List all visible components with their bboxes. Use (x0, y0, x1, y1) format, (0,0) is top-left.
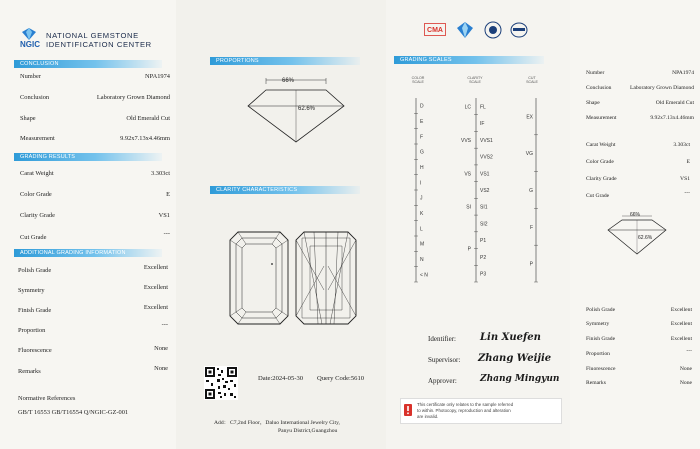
clarity-group-label: VVS (460, 137, 471, 144)
color-scale-grade: D (420, 103, 424, 110)
depth-percent: 62.6% (298, 106, 316, 112)
grading-value: E (166, 191, 170, 198)
cut-scale-grade: P (529, 261, 533, 268)
org-name-line2: IDENTIFICATION CENTER (46, 40, 152, 49)
cut-scale-grade: F (529, 224, 533, 231)
identifier-label: Identifier: (428, 335, 456, 343)
summary-label: Conclusion (586, 85, 612, 91)
section-conclusion: CONCLUSION (14, 60, 162, 68)
clarity-scale-grade: FL (480, 104, 486, 111)
supervisor-signature: Zhang Weijie (478, 353, 552, 364)
clarity-group-label: VS (464, 171, 471, 178)
additional-value: None (154, 365, 168, 372)
additional-label: Finish Grade (18, 307, 52, 314)
additional-label: Polish Grade (18, 267, 52, 274)
color-scale-grade: I (420, 180, 422, 187)
notice-text: This certificate only relates to the sample referred (417, 402, 514, 407)
color-scale-grade: K (420, 211, 424, 217)
summary-value: --- (684, 190, 690, 196)
additional-label: Symmetry (18, 287, 45, 294)
summary-label: Remarks (586, 380, 606, 386)
section-grading-results: GRADING RESULTS (14, 153, 162, 161)
normative-refs: GB/T 16553 GB/T16554 Q/NGIC-GZ-001 (18, 409, 129, 416)
grading-value: --- (163, 230, 170, 237)
clarity-scale-grade: P2 (480, 254, 487, 261)
notice-box (400, 398, 562, 424)
panel-main-info (0, 0, 176, 449)
approver-label: Approver: (428, 377, 457, 385)
additional-label: Proportion (18, 327, 46, 334)
clarity-scale-head: CLARITY SCALE (467, 76, 483, 85)
color-scale-grade: < N (420, 272, 428, 279)
summary-value: VS1 (680, 176, 690, 182)
clarity-scale-grade: SI2 (480, 221, 488, 228)
notice-text: to within. Photocopy, reproduction and alteration (417, 408, 511, 413)
cut-scale-grade: G (529, 188, 533, 194)
grading-label: Clarity Grade (20, 212, 55, 219)
color-scale-head: COLOR SCALE (411, 76, 425, 85)
additional-value: None (154, 345, 168, 352)
summary-table-percent: 66% (630, 212, 641, 218)
grading-value: VS1 (158, 212, 170, 219)
qr-code-icon[interactable] (204, 366, 238, 400)
summary-label: Finish Grade (586, 336, 616, 342)
conclusion-value: NPA1974 (145, 73, 170, 80)
summary-value: 9.92x7.13x4.46mm (650, 115, 694, 121)
color-scale-grade: J (420, 195, 423, 202)
clarity-group-label: LC (464, 104, 471, 111)
color-scale-grade: N (420, 257, 424, 263)
proportion-diagram (226, 74, 366, 154)
summary-label: Polish Grade (586, 307, 616, 313)
summary-label: Measurement (586, 115, 617, 121)
summary-value: Excellent (670, 321, 692, 327)
clarity-scale-grade: VS2 (480, 188, 490, 194)
clarity-scale-grade: VVS1 (480, 137, 493, 144)
summary-value: Laboratory Grown Diamond (629, 85, 694, 91)
section-proportions: PROPORTIONS (210, 57, 360, 65)
grading-label: Cut Grade (20, 234, 47, 241)
summary-value: None (679, 366, 692, 372)
summary-value: --- (686, 348, 692, 354)
clarity-scale-grade: P3 (480, 271, 487, 278)
summary-label: Carat Weight (586, 142, 616, 148)
additional-value: --- (161, 321, 168, 328)
panel-scales (386, 0, 570, 449)
exclamation-icon (404, 404, 412, 416)
conclusion-label: Conclusion (20, 94, 50, 101)
notice-text: are invalid. (417, 414, 439, 419)
summary-label: Clarity Grade (586, 176, 617, 182)
summary-label: Proportion (586, 351, 610, 357)
grading-label: Carat Weight (20, 170, 54, 177)
query-code: Query Code:5610 (317, 375, 365, 382)
clarity-group-label: P (467, 246, 471, 253)
address-line2: Panyu District,Guangzhou (278, 428, 338, 434)
clarity-scale-grade: IF (480, 121, 485, 128)
clarity-scale-grade: VS1 (480, 171, 490, 178)
ngic-logo-icon (22, 28, 36, 40)
summary-depth-percent: 62.6% (638, 235, 653, 241)
summary-label: Symmetry (586, 321, 610, 327)
clarity-scale-grade: VVS2 (480, 154, 493, 161)
additional-label: Remarks (18, 368, 41, 375)
summary-value: None (679, 380, 692, 386)
clarity-plot-crown (228, 230, 290, 326)
section-clarity: CLARITY CHARACTERISTICS (210, 186, 360, 194)
summary-value: E (686, 159, 690, 165)
cut-scale-head: CUT SCALE (526, 76, 538, 85)
conclusion-label: Measurement (20, 135, 55, 142)
conclusion-label: Number (20, 73, 41, 80)
clarity-scale-grade: SI1 (480, 204, 488, 211)
additional-label: Fluorescence (18, 347, 52, 354)
grading-value: 3.303ct (151, 170, 170, 177)
color-scale-grade: H (420, 165, 424, 171)
clarity-plot-pavilion (294, 230, 358, 326)
section-grading-scales: GRADING SCALES (394, 56, 544, 64)
summary-value: NPA1974 (672, 70, 694, 76)
address-line1: C7,2nd Floor，Daluo International Jewelry City, (230, 420, 340, 426)
summary-label: Shape (586, 100, 600, 106)
cut-scale-grade: VG (525, 151, 533, 158)
additional-value: Excellent (143, 284, 168, 291)
grading-label: Color Grade (20, 191, 52, 198)
summary-value: Excellent (670, 336, 692, 342)
summary-value: Excellent (670, 307, 692, 313)
summary-label: Fluorescence (586, 366, 616, 372)
additional-value: Excellent (143, 304, 168, 311)
clarity-group-label: SI (466, 204, 471, 211)
conclusion-label: Shape (20, 115, 36, 122)
color-scale-grade: G (420, 149, 424, 156)
supervisor-label: Supervisor: (428, 356, 461, 364)
summary-label: Color Grade (586, 159, 614, 165)
color-scale-grade: E (420, 119, 424, 125)
conclusion-value: Laboratory Grown Diamond (96, 94, 170, 101)
summary-value: 3.303ct (673, 142, 690, 148)
summary-value: Old Emerald Cut (655, 100, 694, 106)
color-scale-grade: F (420, 134, 424, 141)
report-date: Date:2024-05-30 (258, 375, 304, 382)
table-percent: 66% (282, 78, 295, 84)
panel-diagrams (176, 0, 386, 449)
color-scale-grade: L (420, 226, 423, 233)
approver-signature: Zhang Mingyun (480, 374, 560, 384)
section-additional: ADDITIONAL GRADING INFORMATION (14, 249, 162, 257)
cut-scale-grade: EX (526, 114, 533, 121)
org-name-line1: NATIONAL GEMSTONE (46, 31, 139, 40)
address-label: Add： (214, 420, 230, 426)
normative-title: Normative References (18, 395, 76, 402)
clarity-scale-grade: P1 (480, 238, 487, 245)
summary-label: Number (586, 70, 605, 76)
color-scale-grade: M (420, 241, 425, 248)
conclusion-value: Old Emerald Cut (126, 115, 170, 122)
summary-label: Cut Grade (586, 193, 610, 199)
conclusion-value: 9.92x7.13x4.46mm (120, 135, 170, 142)
ngic-abbr: NGIC (20, 40, 40, 49)
panel-summary (570, 0, 700, 449)
identifier-signature: Lin Xuefen (480, 332, 541, 343)
grading-scales-graphic (386, 0, 570, 300)
svg-text:CMA: CMA (427, 27, 443, 34)
additional-value: Excellent (143, 264, 168, 271)
